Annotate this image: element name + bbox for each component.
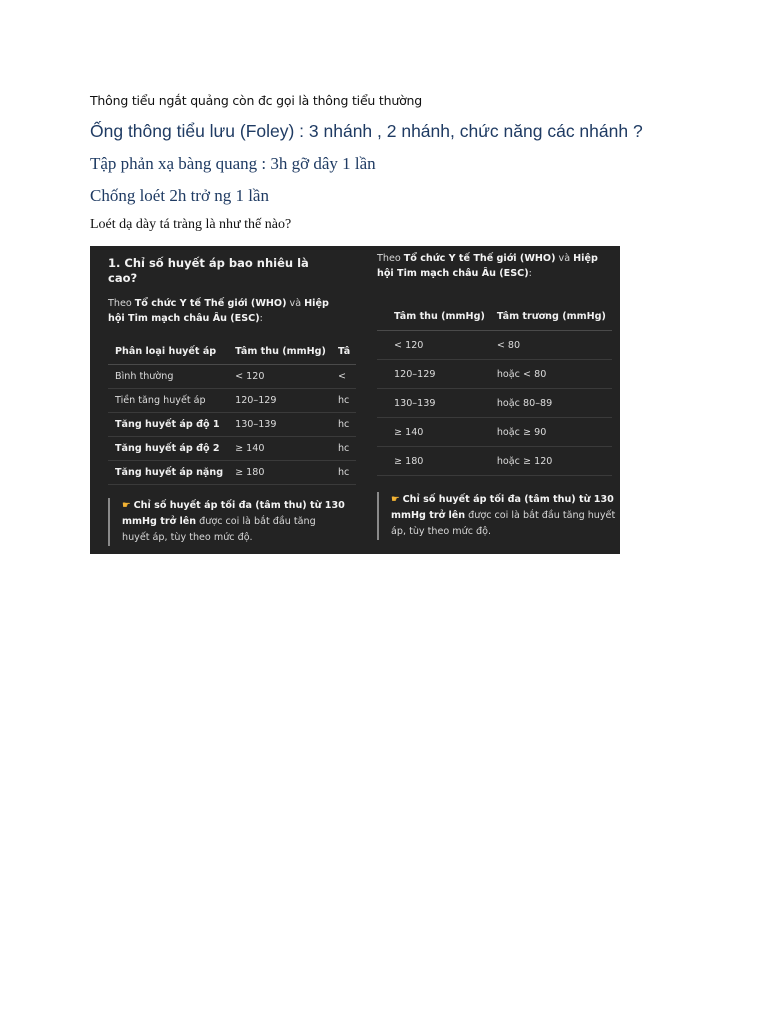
table-cell: hoặc 80–89 [491, 389, 612, 418]
callout-note [377, 492, 619, 540]
table-cell: ≥ 140 [229, 437, 332, 461]
org-esc: Hiệp hội Tim mạch châu Âu (ESC) [377, 253, 598, 279]
heading-foley-catheter: Ống thông tiểu lưu (Foley) : 3 nhánh , 2 nhánh, chức năng các nhánh ? [90, 121, 643, 141]
table-cell: ≥ 180 [229, 461, 332, 485]
note-peptic-ulcer: Loét dạ dày tá tràng là như thế nào? [90, 217, 292, 232]
table-row [108, 437, 356, 461]
table-cell: hoặc ≥ 90 [491, 418, 612, 447]
table-row [377, 360, 612, 389]
table-cell: Tiền tăng huyết áp [108, 389, 229, 413]
table-cell: hoặc < 80 [491, 360, 612, 389]
column-header: Tâm thu (mmHg) [229, 338, 332, 365]
table-cell: Tăng huyết áp độ 2 [108, 437, 229, 461]
left-panel [90, 246, 351, 554]
table-row [108, 365, 356, 389]
table-row [377, 389, 612, 418]
pointing-hand-icon: ☛ [391, 494, 400, 505]
pointing-hand-icon: ☛ [122, 500, 131, 511]
table-header-row [377, 302, 612, 331]
source-intro [108, 296, 346, 326]
table-row [377, 418, 612, 447]
org-esc: Hiệp hội Tim mạch châu Âu (ESC) [108, 298, 329, 324]
table-row [108, 413, 356, 437]
table-cell: ≥ 140 [377, 418, 491, 447]
intro-and: và [286, 298, 305, 309]
source-intro [377, 251, 615, 281]
callout-bold: Chỉ số huyết áp tối đa (tâm thu) từ 130 mmHg trở lên [122, 500, 345, 527]
question-title: 1. Chỉ số huyết áp bao nhiêu là cao? [108, 256, 309, 285]
callout-text: được coi là bắt đầu tăng huyết áp, tùy theo mức độ. [122, 516, 316, 543]
table-cell: < 120 [229, 365, 332, 389]
bp-values-table [377, 302, 612, 476]
table-cell: Tăng huyết áp độ 1 [108, 413, 229, 437]
table-cell: < [332, 365, 356, 389]
table-row [108, 389, 356, 413]
table-cell: Bình thường [108, 365, 229, 389]
table-row [377, 331, 612, 360]
blood-pressure-screenshot [90, 246, 620, 554]
table-cell: 130–139 [229, 413, 332, 437]
table-cell: ≥ 180 [377, 447, 491, 476]
table-cell: hc [332, 437, 356, 461]
table-cell: 120–129 [377, 360, 491, 389]
callout-bold: Chỉ số huyết áp tối đa (tâm thu) từ 130 mmHg trở lên [391, 494, 614, 521]
table-cell: 120–129 [229, 389, 332, 413]
callout-note [108, 498, 346, 546]
column-header: Tâm trương (mmHg) [491, 302, 612, 331]
intro-suffix: : [259, 313, 263, 324]
table-row [377, 447, 612, 476]
column-header: Tâm thu (mmHg) [377, 302, 491, 331]
table-cell: hoặc ≥ 120 [491, 447, 612, 476]
right-panel [374, 246, 620, 554]
table-cell: 130–139 [377, 389, 491, 418]
column-header: Tâ [332, 338, 356, 365]
callout-text: được coi là bắt đầu tăng huyết áp, tùy theo mức độ. [391, 510, 616, 537]
table-cell: hc [332, 461, 356, 485]
table-cell: < 120 [377, 331, 491, 360]
intro-and: và [555, 253, 574, 264]
table-row [108, 461, 356, 485]
org-who: Tổ chức Y tế Thế giới (WHO) [134, 298, 287, 309]
column-header: Phân loại huyết áp [108, 338, 229, 365]
bp-classification-table [108, 338, 356, 485]
table-cell: < 80 [491, 331, 612, 360]
table-cell: hc [332, 389, 356, 413]
heading-bladder-training: Tập phản xạ bàng quang : 3h gỡ dây 1 lần [90, 154, 376, 173]
table-cell: hc [332, 413, 356, 437]
intro-prefix: Theo [108, 298, 135, 309]
table-cell: Tăng huyết áp nặng [108, 461, 229, 485]
intro-suffix: : [528, 268, 532, 279]
table-header-row [108, 338, 356, 365]
heading-pressure-ulcer: Chống loét 2h trở ng 1 lần [90, 186, 269, 205]
intro-prefix: Theo [377, 253, 404, 264]
org-who: Tổ chức Y tế Thế giới (WHO) [403, 253, 556, 264]
note-intermittent-catheter: Thông tiểu ngắt quảng còn đc gọi là thông tiểu thường [90, 93, 422, 108]
